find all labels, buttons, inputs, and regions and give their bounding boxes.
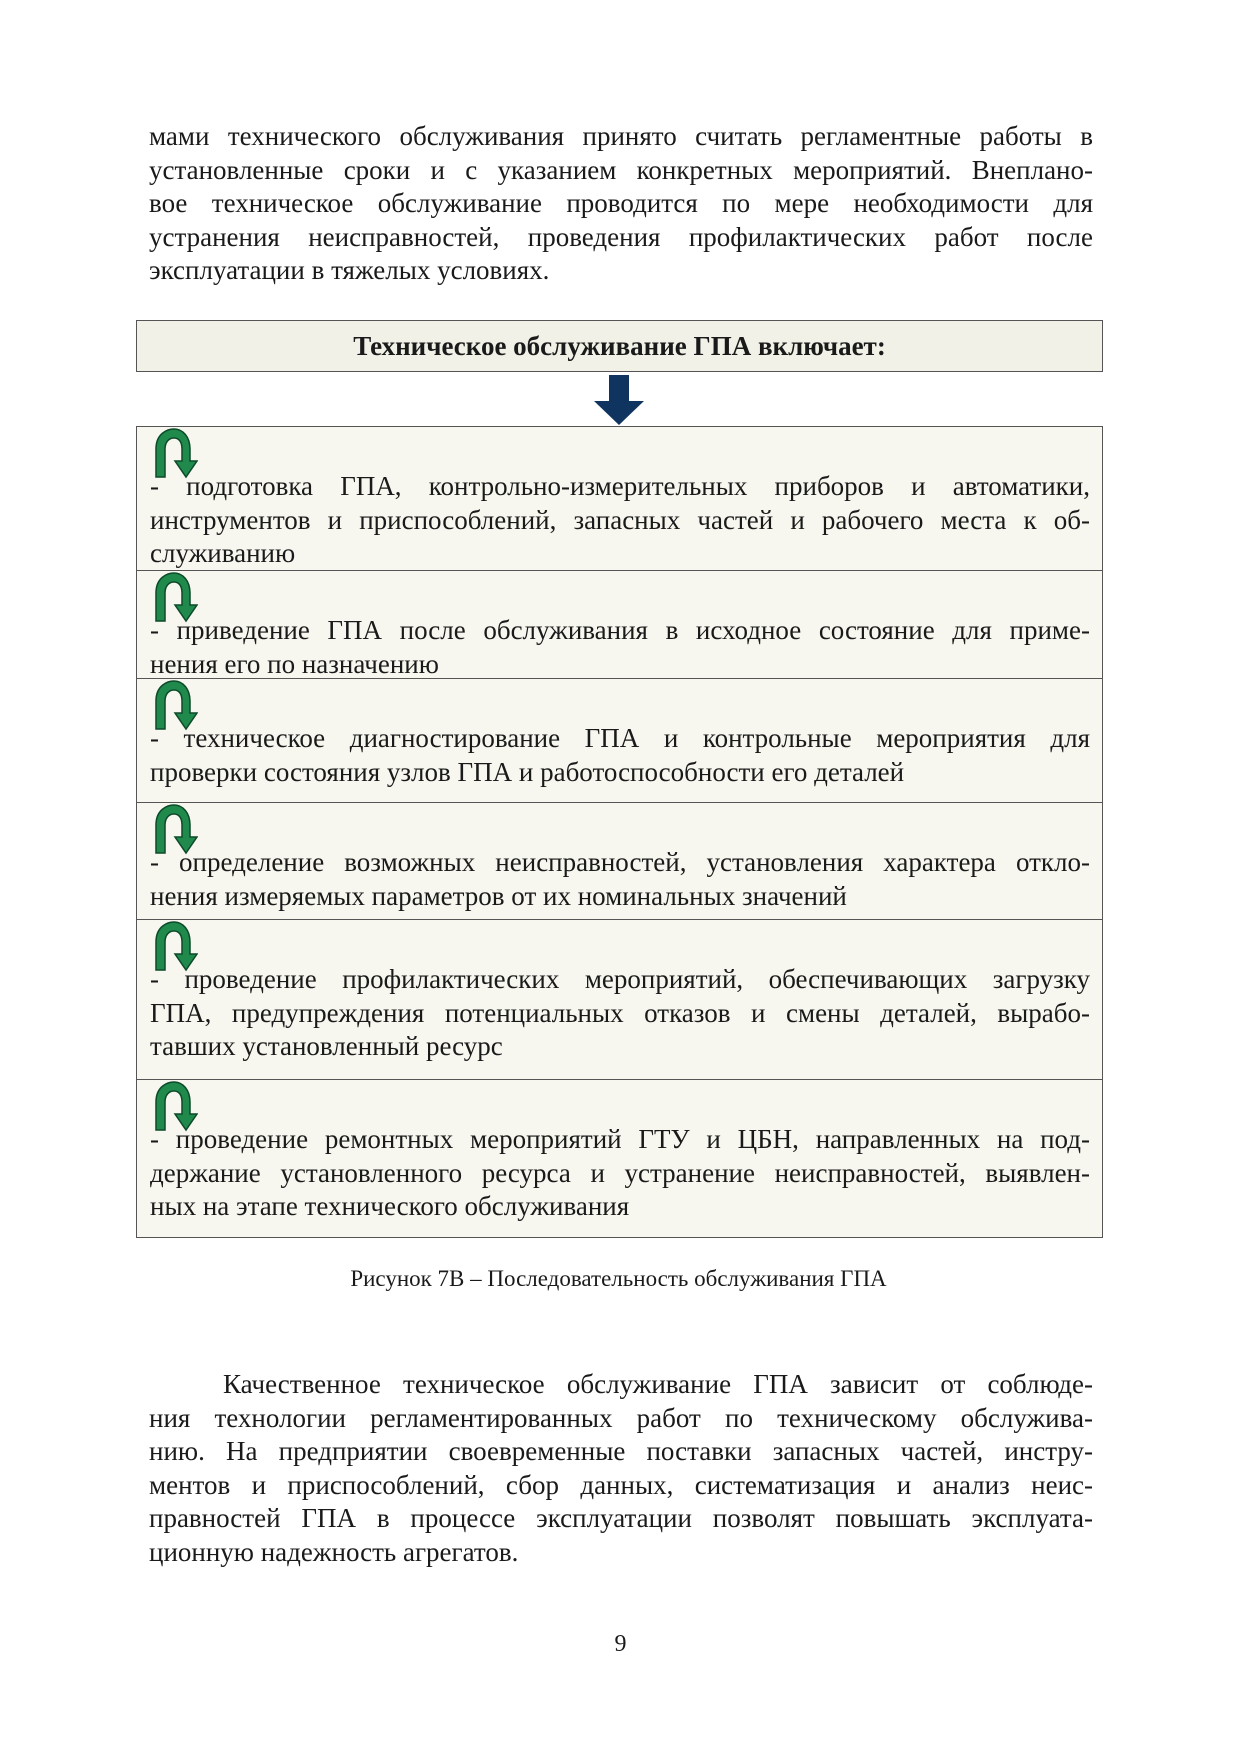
- step-item: [137, 802, 1102, 919]
- steps-list: [136, 426, 1103, 1238]
- diagram-header: Техническое обслуживание ГПА включает:: [136, 320, 1103, 372]
- step-text: [150, 1123, 1090, 1224]
- text-line: - определение возможных неисправностей, установления характера откло-: [150, 847, 1090, 877]
- step-text: [150, 722, 1090, 789]
- text-line: - техническое диагностирование ГПА и контрольные мероприятия для: [150, 723, 1090, 753]
- text-line: служиванию: [150, 538, 296, 568]
- text-line: ния технологии регламентированных работ по техническому обслужива-: [149, 1402, 1093, 1433]
- text-line: Качественное техническое обслуживание ГПА зависит от соблюде-: [223, 1369, 1093, 1399]
- text-line: держание установленного ресурса и устранение неисправностей, выявлен-: [150, 1157, 1090, 1188]
- text-line: нию. На предприятии своевременные поставки запасных частей, инстру-: [149, 1436, 1093, 1467]
- text-line: - проведение профилактических мероприятий, обеспечивающих загрузку: [150, 964, 1090, 994]
- text-line: - приведение ГПА после обслуживания в исходное состояние для приме-: [150, 615, 1090, 645]
- step-item: [137, 678, 1102, 802]
- step-item: [137, 570, 1102, 678]
- text-line: ных на этапе технического обслуживания: [150, 1191, 630, 1221]
- step-text: [150, 846, 1090, 913]
- text-line: ГПА, предупреждения потенциальных отказов и смены деталей, вырабо-: [150, 997, 1090, 1028]
- text-line: - подготовка ГПА, контрольно-измерительных приборов и автоматики,: [150, 471, 1090, 501]
- text-line: - проведение ремонтных мероприятий ГТУ и ЦБН, направленных на под-: [150, 1124, 1090, 1154]
- step-text: [150, 963, 1090, 1064]
- down-arrow-icon: [592, 373, 646, 427]
- top-paragraph: [149, 120, 1093, 288]
- step-item: [137, 1079, 1102, 1237]
- step-text: [150, 470, 1090, 571]
- text-line: тавших установленный ресурс: [150, 1031, 503, 1061]
- text-line: ментов и приспособлений, сбор данных, систематизация и анализ неис-: [149, 1469, 1093, 1500]
- text-line: эксплуатации в тяжелых условиях.: [149, 255, 550, 286]
- text-line: проверки состояния узлов ГПА и работоспособности его деталей: [150, 756, 905, 787]
- text-line: нения его по назначению: [150, 648, 439, 679]
- text-line: нения измеряемых параметров от их номинальных значений: [150, 880, 847, 911]
- text-line: ционную надежность агрегатов.: [149, 1536, 519, 1567]
- step-item: [137, 919, 1102, 1079]
- text-line: вое техническое обслуживание проводится по мере необходимости для: [149, 188, 1093, 219]
- text-line: устранения неисправностей, проведения профилактических работ после: [149, 221, 1093, 252]
- text-line: мами технического обслуживания принято считать регламентные работы в: [149, 121, 1093, 151]
- text-line: установленные сроки и с указанием конкретных мероприятий. Внеплано-: [149, 154, 1093, 185]
- figure-caption: Рисунок 7В – Последовательность обслуживания ГПА: [350, 1266, 887, 1291]
- step-item: [137, 427, 1102, 570]
- step-text: [150, 614, 1090, 681]
- text-line: правностей ГПА в процессе эксплуатации позволят повышать эксплуата-: [149, 1503, 1093, 1534]
- bottom-paragraph: [149, 1368, 1093, 1570]
- page-number: 9: [614, 1631, 627, 1657]
- text-line: инструментов и приспособлений, запасных частей и рабочего места к об-: [150, 504, 1090, 535]
